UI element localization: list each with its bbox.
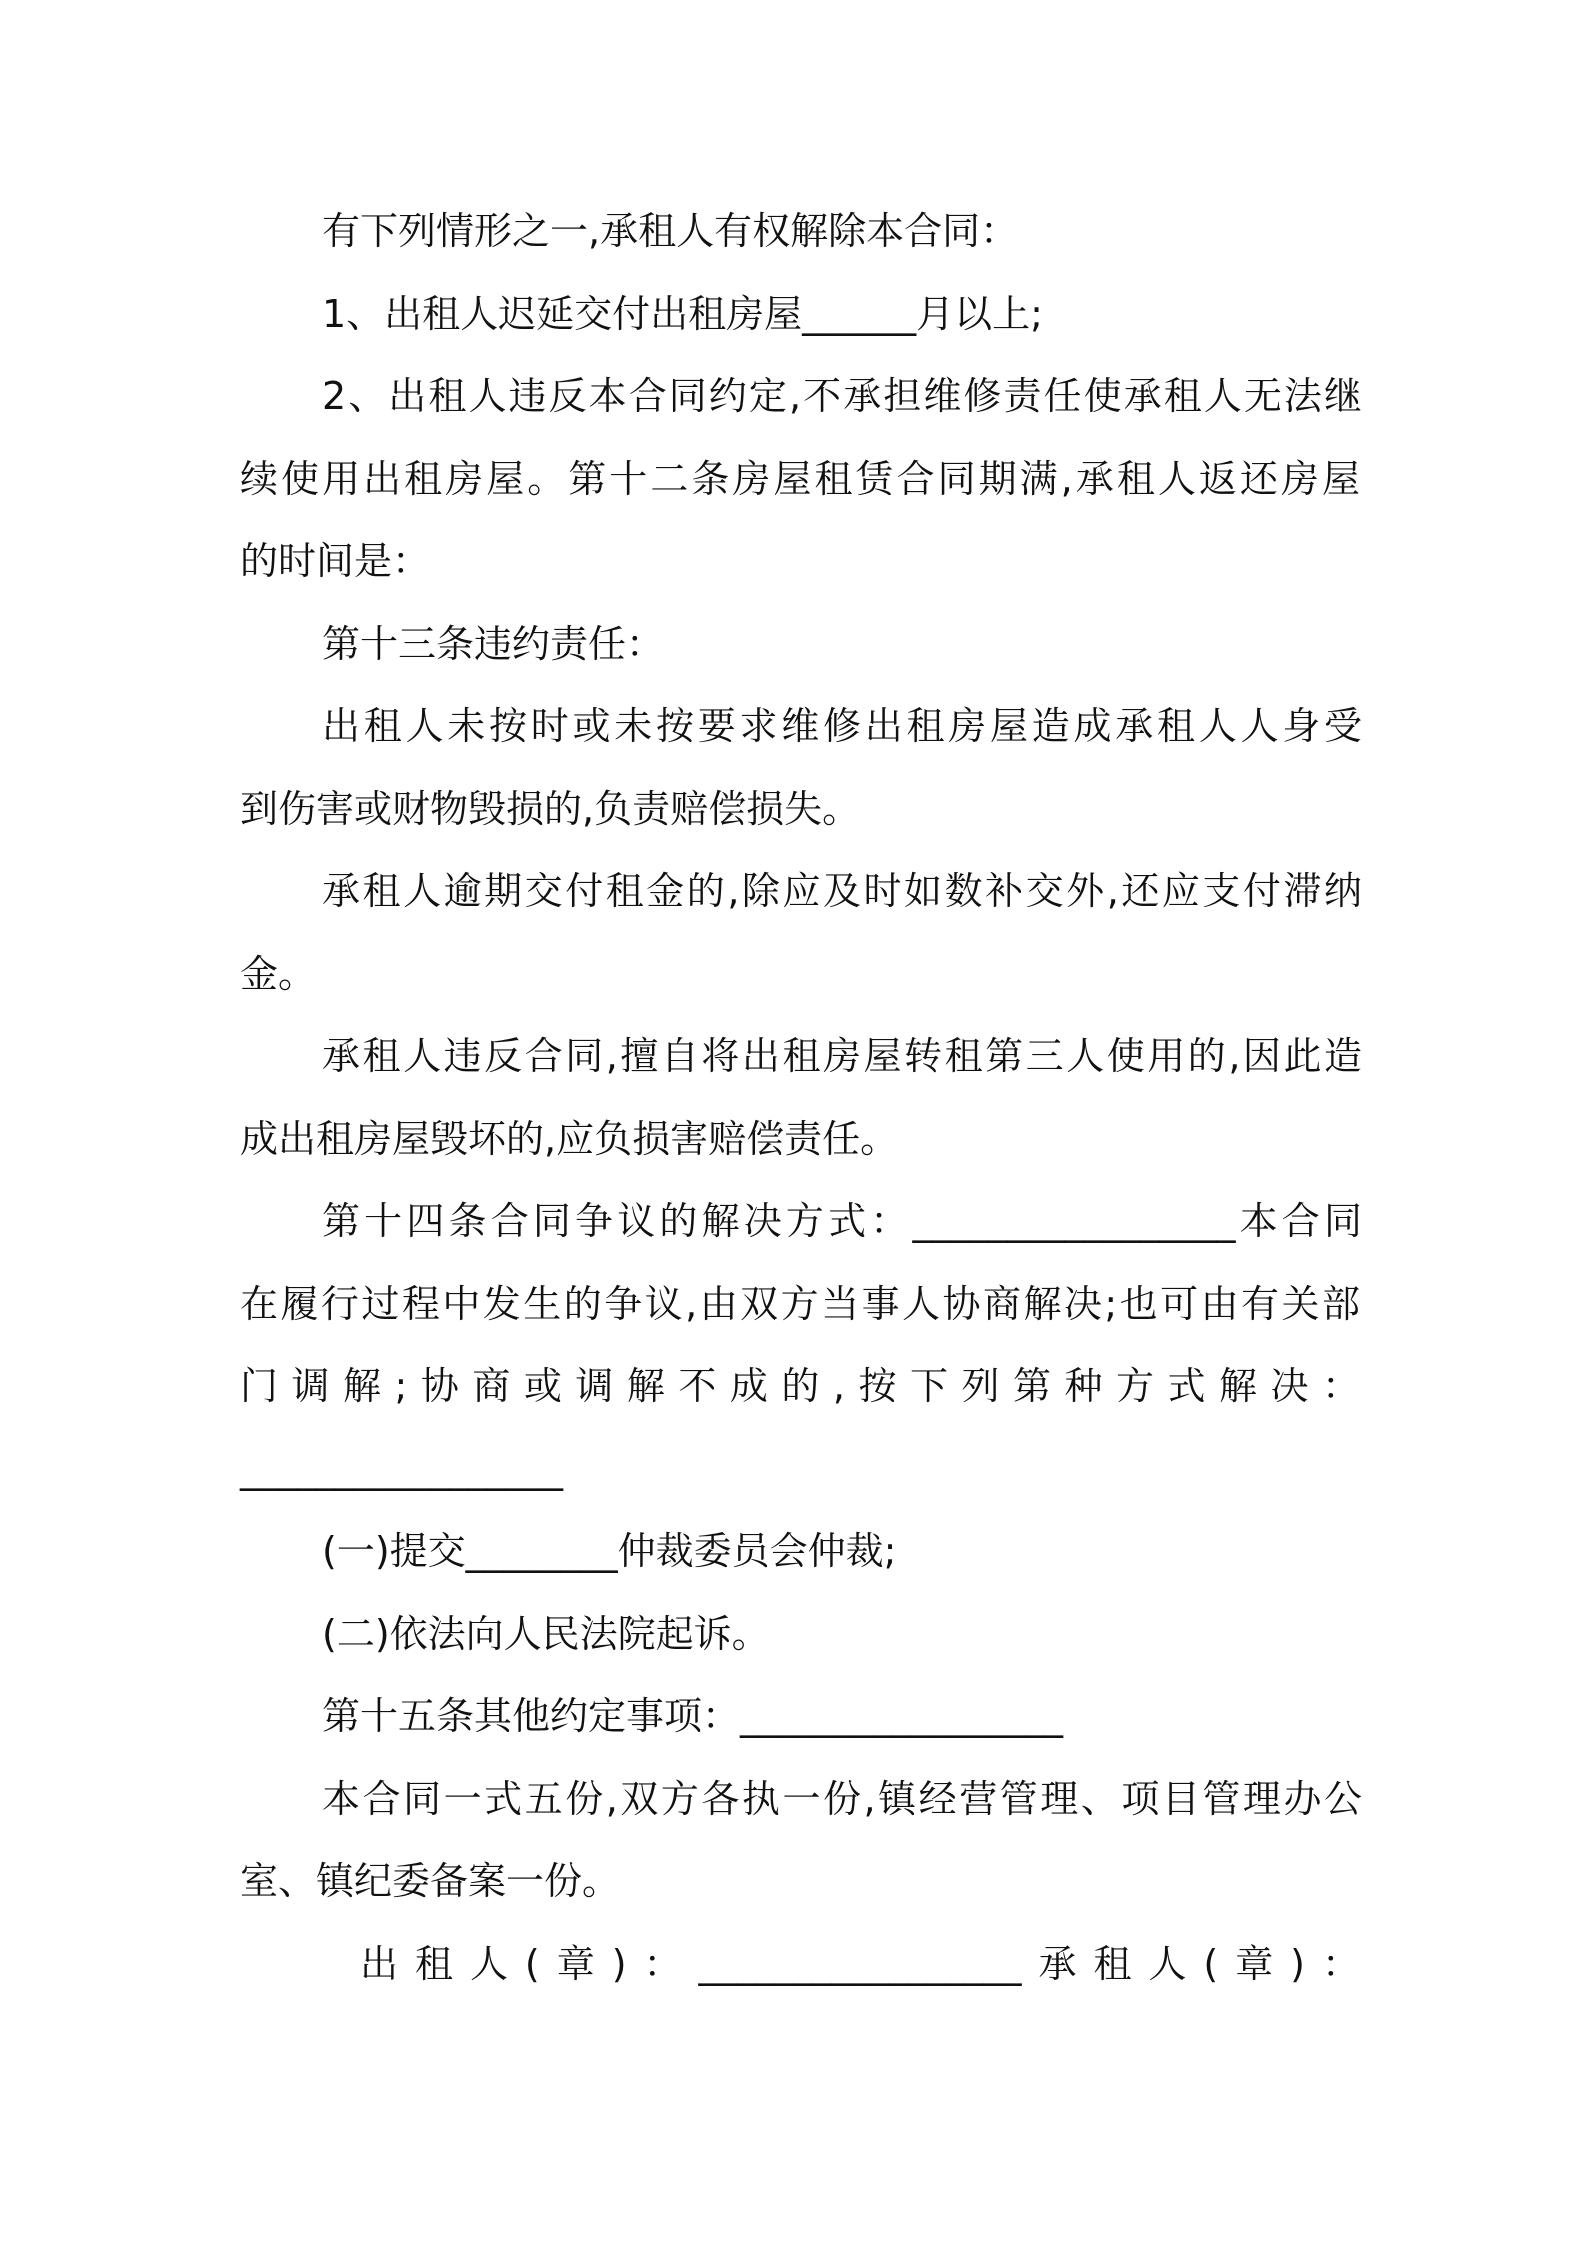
paragraph-line: 的时间是： [240, 539, 431, 583]
paragraph-line: 续使用出租房屋。第十二条房屋租赁合同期满,承租人返还房屋 [240, 457, 1360, 501]
paragraph-line: (一)提交________仲裁委员会仲裁; [322, 1529, 897, 1573]
paragraph-line: 门调解;协商或调解不成的,按下列第种方式解决： [240, 1364, 1360, 1408]
paragraph-line: 金。 [240, 952, 317, 996]
paragraph-line: 2、出租人违反本合同约定,不承担维修责任使承租人无法继 [322, 374, 1362, 418]
section-heading: 第十五条其他约定事项：_________________ [322, 1694, 1064, 1738]
paragraph-line: 1、出租人迟延交付出租房屋______月以上; [322, 292, 1043, 336]
paragraph-line: 在履行过程中发生的争议,由双方当事人协商解决;也可由有关部 [240, 1282, 1360, 1326]
paragraph-line: 承租人违反合同,擅自将出租房屋转租第三人使用的,因此造 [322, 1034, 1362, 1078]
blank-fill-line: _________________ [240, 1447, 563, 1491]
paragraph-line: 室、镇纪委备案一份。 [240, 1859, 621, 1903]
paragraph-line: 成出租房屋毁坏的,应负损害赔偿责任。 [240, 1117, 899, 1161]
paragraph-line: (二)依法向人民法院起诉。 [322, 1612, 770, 1656]
paragraph-line: 出租人未按时或未按要求维修出租房屋造成承租人人身受 [322, 704, 1362, 748]
paragraph-line: 本合同一式五份,双方各执一份,镇经营管理、项目管理办公 [322, 1777, 1362, 1821]
paragraph-line: 承租人逾期交付租金的,除应及时如数补交外,还应支付滞纳 [322, 869, 1362, 913]
signature-line: 出租人(章)：_________________承租人(章)： [360, 1942, 1360, 1986]
paragraph-line: 第十四条合同争议的解决方式：_________________本合同 [322, 1199, 1362, 1243]
section-heading: 第十三条违约责任： [322, 622, 665, 666]
paragraph-line: 到伤害或财物毁损的,负责赔偿损失。 [240, 787, 861, 831]
paragraph-line: 有下列情形之一,承租人有权解除本合同： [322, 209, 1019, 253]
